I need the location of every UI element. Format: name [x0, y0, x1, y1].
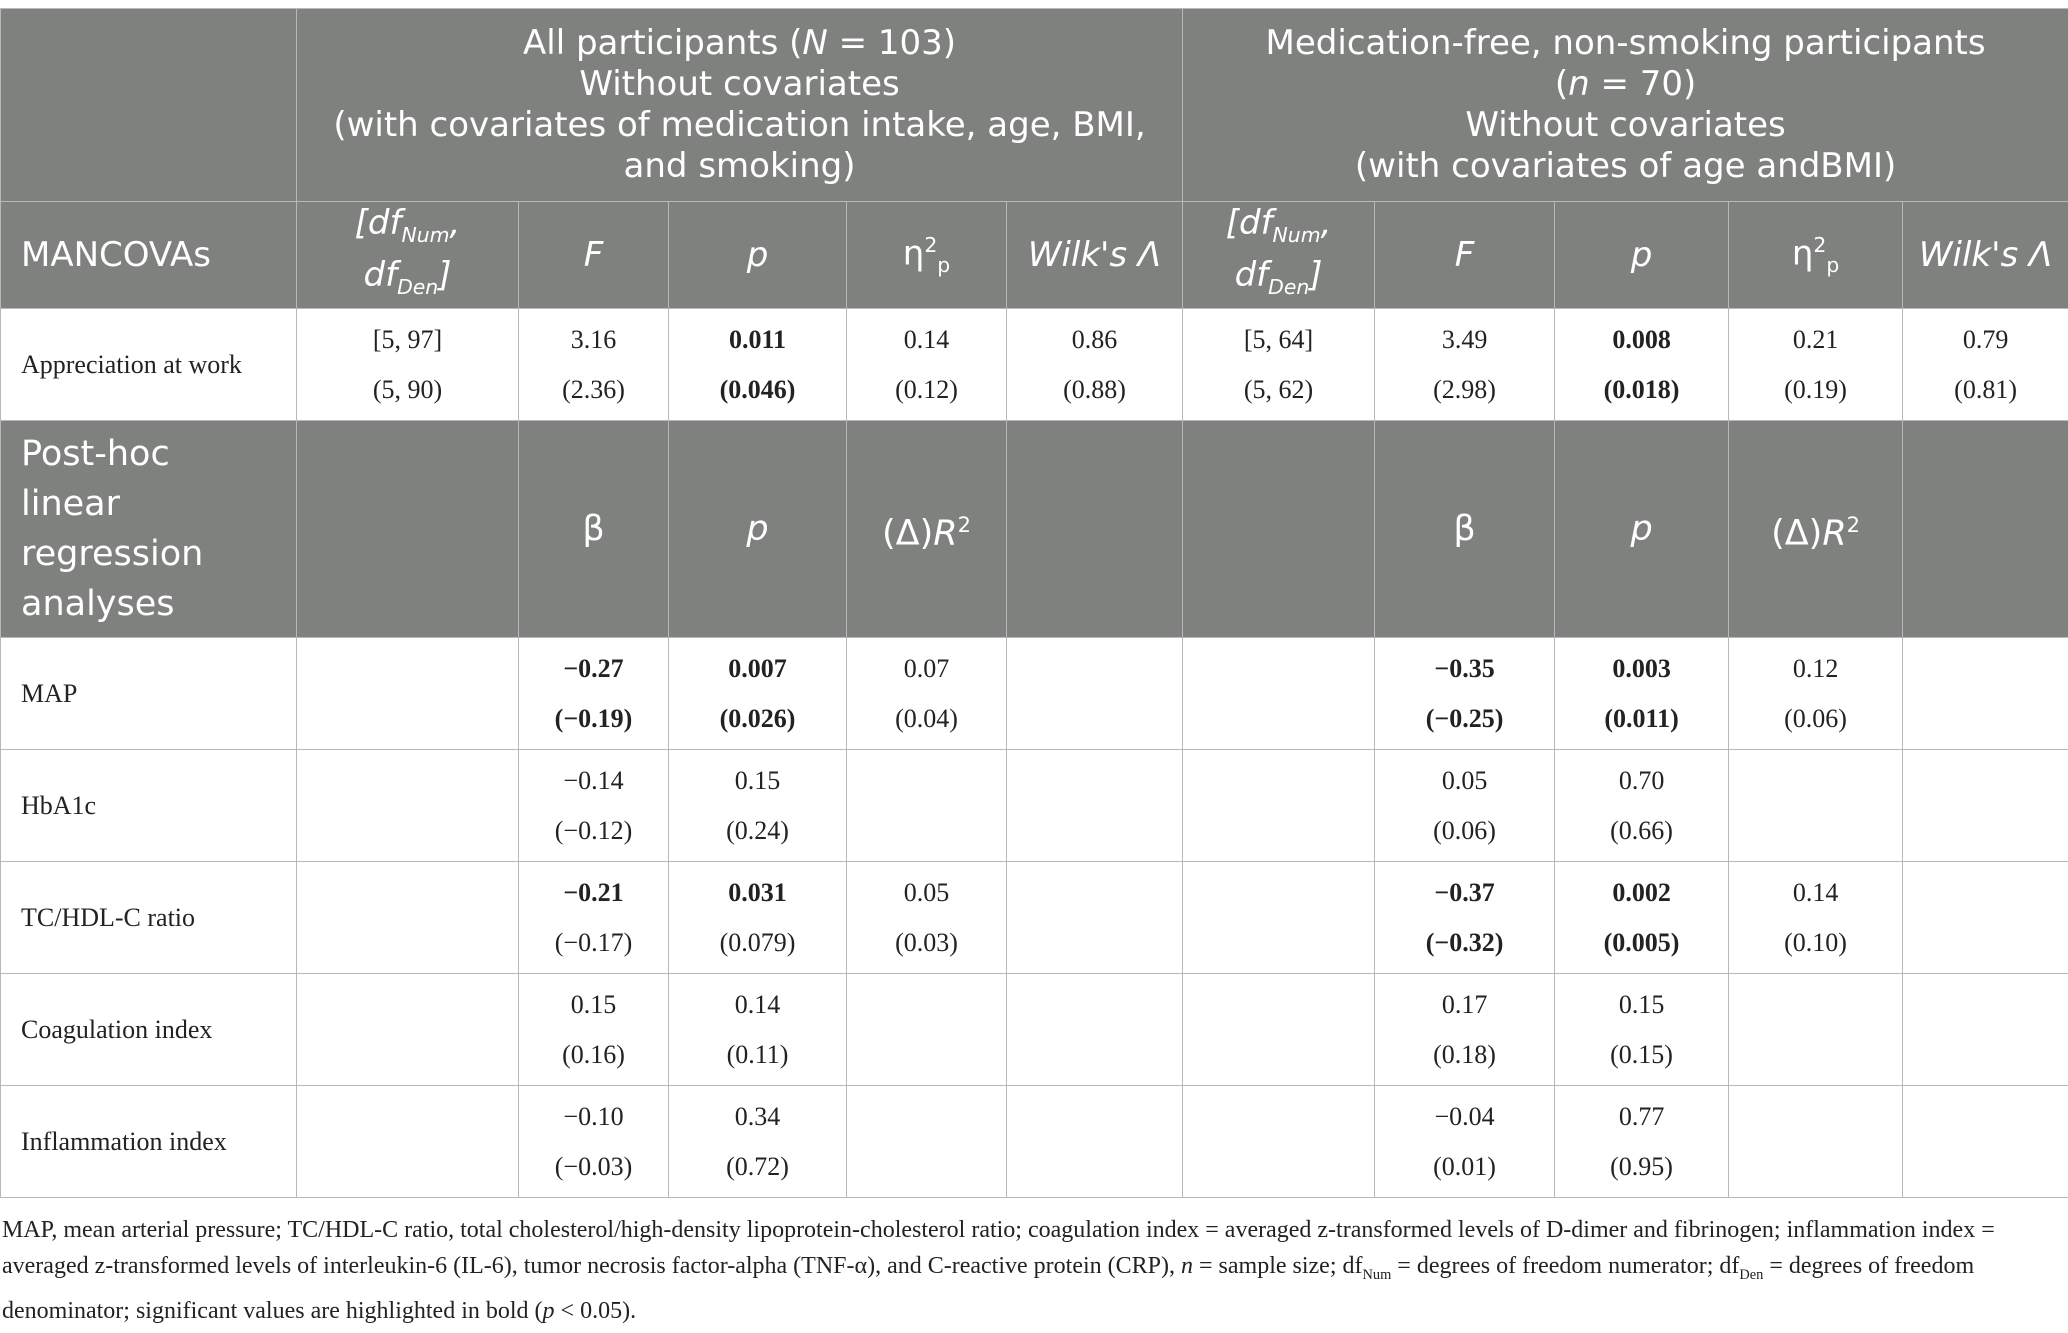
- empty-cell: [847, 1086, 1007, 1198]
- wilks-header-g2: Wilk's Λ: [1903, 202, 2068, 309]
- empty-cell: [1007, 974, 1183, 1086]
- empty-cell: [297, 974, 519, 1086]
- row-label: Appreciation at work: [1, 309, 297, 421]
- appreciation-row: [1, 309, 2068, 421]
- cell-f-g2: 3.49 (2.98): [1375, 309, 1555, 421]
- cell-beta-g2: 0.17 (0.18): [1375, 974, 1555, 1086]
- posthoc-header-row: [1, 421, 2068, 638]
- cell-beta-g1: −0.14 (−0.12): [519, 750, 669, 862]
- group1-header: All participants (N = 103) Without covariates (with covariates of medication intake, age, BMI, and smoking): [297, 9, 1183, 202]
- cell-beta-g2: 0.05 (0.06): [1375, 750, 1555, 862]
- empty-cell: [1183, 974, 1375, 1086]
- mancova-label: MANCOVAs: [1, 202, 297, 309]
- group2-header: Medication-free, non-smoking participants (n = 70) Without covariates (with covariates of age andBMI): [1183, 9, 2068, 202]
- p-header-g2: p: [1555, 202, 1729, 309]
- empty-cell: [297, 1086, 519, 1198]
- cell-beta-g2: −0.04 (0.01): [1375, 1086, 1555, 1198]
- results-table: [0, 8, 2068, 1198]
- eta-header-g2: $\eta^2_p$: [1729, 202, 1903, 309]
- cell-p-g2: 0.002 (0.005): [1555, 862, 1729, 974]
- empty-cell: [297, 862, 519, 974]
- blank-corner-cell: [1, 9, 297, 202]
- f-header-g2: F: [1375, 202, 1555, 309]
- cell-p-g2: 0.15 (0.15): [1555, 974, 1729, 1086]
- beta-header-g2: β: [1375, 421, 1555, 638]
- cell-beta-g2: −0.37 (−0.32): [1375, 862, 1555, 974]
- cell-r2-g1: 0.05 (0.03): [847, 862, 1007, 974]
- empty-cell: [1729, 974, 1903, 1086]
- empty-cell: [297, 638, 519, 750]
- empty-cell: [1903, 638, 2068, 750]
- cell-df-g2: [5, 64] (5, 62): [1183, 309, 1375, 421]
- r2-header-g1: $(\Delta)R^2$: [847, 421, 1007, 638]
- wilks-header-g1: Wilk's Λ: [1007, 202, 1183, 309]
- regression-row: [1, 638, 2068, 750]
- empty-cell: [1007, 638, 1183, 750]
- empty-cell: [297, 750, 519, 862]
- p-header-g1: p: [669, 202, 847, 309]
- group-header-row: [1, 9, 2068, 202]
- cell-beta-g1: −0.21 (−0.17): [519, 862, 669, 974]
- table-footnote: MAP, mean arterial pressure; TC/HDL-C ratio, total cholesterol/high-density lipoprotein-cholesterol ratio; coagulation index = averaged z-transformed levels of D-dimer and fibrinogen; inflammation index = averaged z-transformed levels of interleukin-6 (IL-6), tumor necrosis factor-alpha (TNF-α), and C-reactive protein (CRP), n = sample size; $df_{Num}$ = degrees of freedom numerator; $df_{Den}$ = degrees of freedom denominator; significant values are highlighted in bold (p < 0.05).: [2, 1217, 1995, 1324]
- cell-beta-g1: −0.27 (−0.19): [519, 638, 669, 750]
- empty-cell: [1007, 750, 1183, 862]
- empty-cell: [1903, 750, 2068, 862]
- cell-p-g2: 0.003 (0.011): [1555, 638, 1729, 750]
- cell-eta-g1: 0.14 (0.12): [847, 309, 1007, 421]
- row-label: Inflammation index: [1, 1086, 297, 1198]
- empty-cell: [1729, 750, 1903, 862]
- empty-cell: [1903, 974, 2068, 1086]
- cell-df-g1: [5, 97] (5, 90): [297, 309, 519, 421]
- empty-cell: [1729, 1086, 1903, 1198]
- row-label: TC/HDL-C ratio: [1, 862, 297, 974]
- empty-cell: [1007, 1086, 1183, 1198]
- beta-header-g1: β: [519, 421, 669, 638]
- cell-wilks-g1: 0.86 (0.88): [1007, 309, 1183, 421]
- row-label: Coagulation index: [1, 974, 297, 1086]
- empty-cell: [1183, 750, 1375, 862]
- regression-row: [1, 862, 2068, 974]
- cell-r2-g2: 0.12 (0.06): [1729, 638, 1903, 750]
- df-header-g2: [$df_{Num}$, $df_{Den}$]: [1183, 202, 1375, 309]
- mancova-header-row: [1, 202, 2068, 309]
- cell-p-g1: 0.15 (0.24): [669, 750, 847, 862]
- r2-header-g2: $(\Delta)R^2$: [1729, 421, 1903, 638]
- cell-p-g1: 0.031 (0.079): [669, 862, 847, 974]
- empty-cell: [1903, 1086, 2068, 1198]
- empty-header-cell: [1183, 421, 1375, 638]
- empty-cell: [1007, 862, 1183, 974]
- empty-cell: [847, 974, 1007, 1086]
- cell-p-g2: 0.008 (0.018): [1555, 309, 1729, 421]
- f-header-g1: F: [519, 202, 669, 309]
- regression-row: [1, 1086, 2068, 1198]
- cell-p-g1: 0.007 (0.026): [669, 638, 847, 750]
- cell-beta-g1: −0.10 (−0.03): [519, 1086, 669, 1198]
- cell-beta-g2: −0.35 (−0.25): [1375, 638, 1555, 750]
- empty-cell: [1183, 862, 1375, 974]
- cell-beta-g1: 0.15 (0.16): [519, 974, 669, 1086]
- empty-header-cell: [1903, 421, 2068, 638]
- cell-p-g1: 0.011 (0.046): [669, 309, 847, 421]
- row-label: HbA1c: [1, 750, 297, 862]
- cell-p-g1: 0.34 (0.72): [669, 1086, 847, 1198]
- cell-p-g2: 0.77 (0.95): [1555, 1086, 1729, 1198]
- regression-row: [1, 750, 2068, 862]
- empty-cell: [1183, 1086, 1375, 1198]
- row-label: MAP: [1, 638, 297, 750]
- cell-p-g2: 0.70 (0.66): [1555, 750, 1729, 862]
- cell-wilks-g2: 0.79 (0.81): [1903, 309, 2068, 421]
- cell-r2-g1: 0.07 (0.04): [847, 638, 1007, 750]
- regression-row: [1, 974, 2068, 1086]
- empty-cell: [847, 750, 1007, 862]
- df-header-g1: [$df_{Num}$, $df_{Den}$]: [297, 202, 519, 309]
- p-header-ph-g2: p: [1555, 421, 1729, 638]
- cell-p-g1: 0.14 (0.11): [669, 974, 847, 1086]
- empty-cell: [1183, 638, 1375, 750]
- posthoc-label: Post-hoc linear regression analyses: [1, 421, 297, 638]
- eta-header-g1: $\eta^2_p$: [847, 202, 1007, 309]
- cell-r2-g2: 0.14 (0.10): [1729, 862, 1903, 974]
- cell-f-g1: 3.16 (2.36): [519, 309, 669, 421]
- empty-cell: [1903, 862, 2068, 974]
- p-header-ph-g1: p: [669, 421, 847, 638]
- empty-header-cell: [297, 421, 519, 638]
- empty-header-cell: [1007, 421, 1183, 638]
- cell-eta-g2: 0.21 (0.19): [1729, 309, 1903, 421]
